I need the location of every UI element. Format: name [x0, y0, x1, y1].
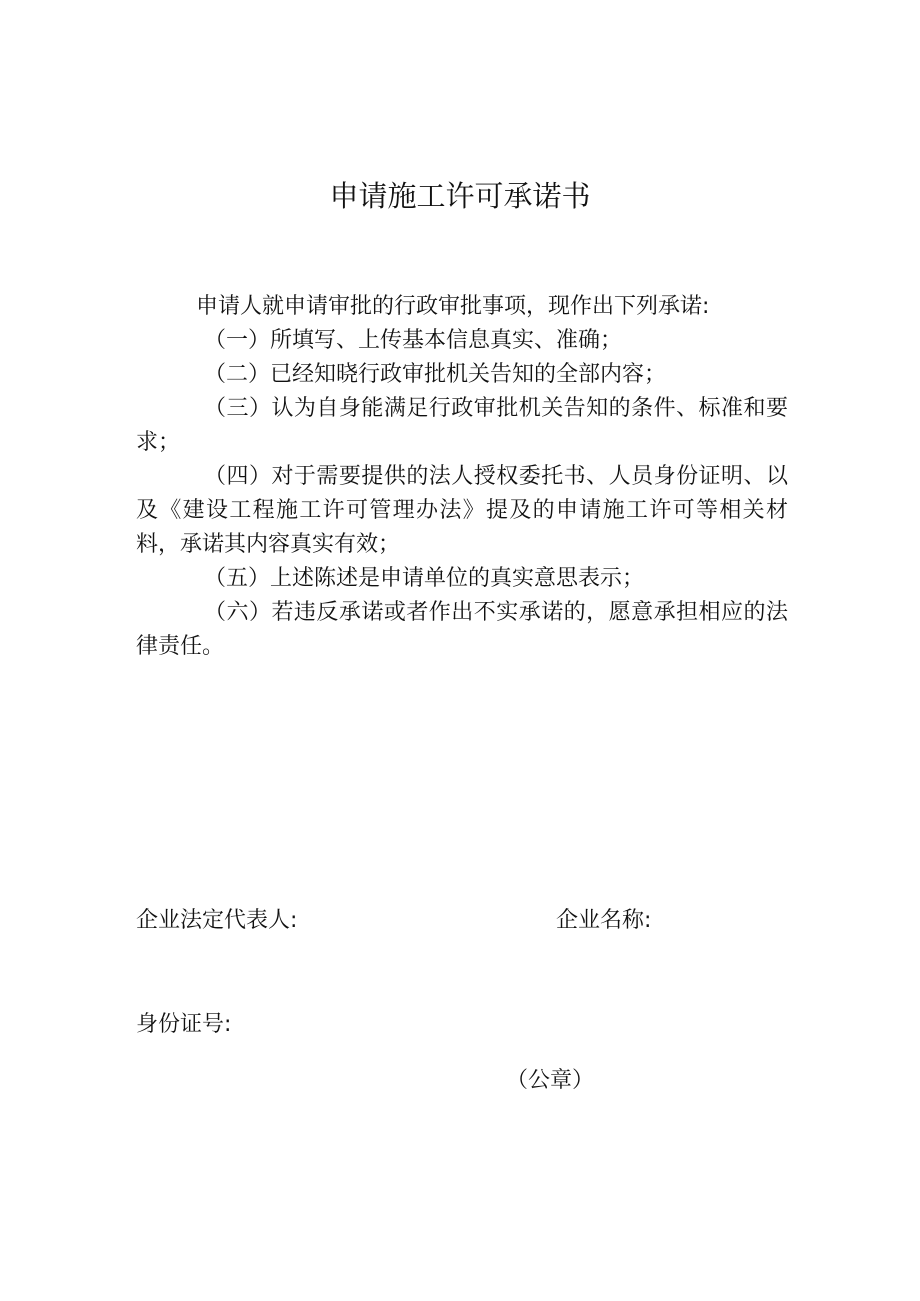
legal-representative-label: 企业法定代表人: [136, 908, 298, 933]
commitment-item-5: （五）上述陈述是申请单位的真实意思表示； [204, 566, 645, 591]
document-title: 申请施工许可承诺书 [329, 179, 591, 213]
commitment-item-1: （一）所填写、上传基本信息真实、准确； [204, 328, 623, 353]
document-body [136, 290, 788, 664]
company-name-label: 企业名称: [556, 908, 652, 933]
commitment-item-6: （六）若违反承诺或者作出不实承诺的，愿意承担相应的法律责任。 [136, 600, 788, 659]
commitment-item-2: （二）已经知晓行政审批机关告知的全部内容； [204, 362, 667, 387]
commitment-item-3: （三）认为自身能满足行政审批机关告知的条件、标准和要求； [136, 396, 788, 455]
intro-paragraph: 申请人就申请审批的行政审批事项，现作出下列承诺: [196, 294, 710, 319]
official-seal-label: （公章） [506, 1068, 595, 1093]
id-number-label: 身份证号: [136, 1012, 232, 1037]
commitment-item-4: （四）对于需要提供的法人授权委托书、人员身份证明、以及《建设工程施工许可管理办法》提及的申请施工许可等相关材料，承诺其内容真实有效； [136, 464, 788, 557]
